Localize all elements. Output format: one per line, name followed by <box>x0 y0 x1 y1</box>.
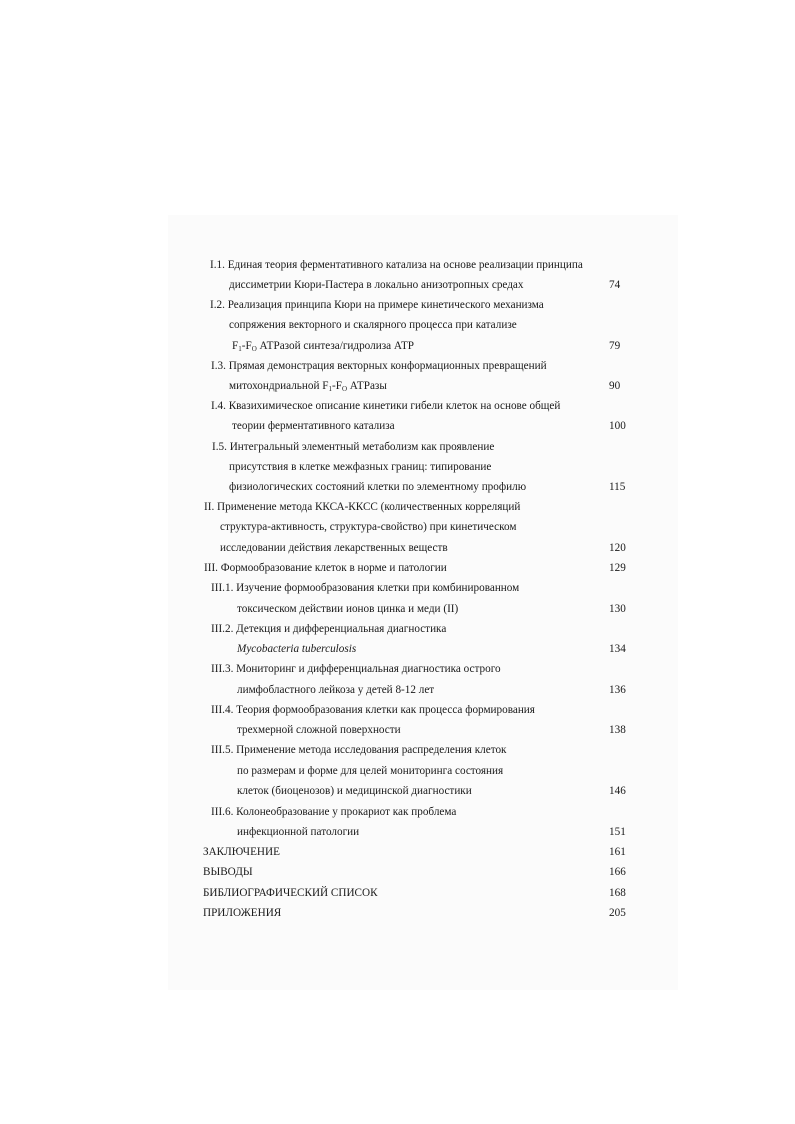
toc-entry-line: III. Формообразование клеток в норме и патологии <box>204 562 447 574</box>
toc-page-number: 134 <box>609 643 626 655</box>
toc-page-number: 151 <box>609 826 626 838</box>
formula-text: F <box>232 340 239 352</box>
toc-entry-line: исследовании действия лекарственных веществ <box>220 542 448 554</box>
toc-entry-line: I.1. Единая теория ферментативного катализа на основе реализации принципа <box>210 259 583 271</box>
formula-subscript: 1 <box>328 385 332 393</box>
formula-text: -F <box>331 380 342 392</box>
toc-entry-line: сопряжения векторного и скалярного процесса при катализе <box>229 319 517 331</box>
toc-page-number: 168 <box>609 887 626 899</box>
toc-page-number: 166 <box>609 866 626 878</box>
toc-entry-line: диссиметрии Кюри-Пастера в локально анизотропных средах <box>229 279 524 291</box>
formula-subscript: 1 <box>238 345 242 353</box>
formula-subscript: O <box>341 385 347 393</box>
toc-entry-line: I.5. Интегральный элементный метаболизм как проявление <box>212 441 495 453</box>
toc-entry-line: БИБЛИОГРАФИЧЕСКИЙ СПИСОК <box>203 887 378 899</box>
toc-page-number: 74 <box>609 279 621 291</box>
toc-page-number: 130 <box>609 603 626 615</box>
formula-text: митохондриальной F <box>229 380 329 392</box>
toc-entry-line: III.3. Мониторинг и дифференциальная диагностика острого <box>211 663 501 675</box>
toc-entry-line: физиологических состояний клетки по элементному профилю <box>229 481 527 493</box>
toc-page-number: 100 <box>609 420 626 432</box>
toc-entry-line: III.4. Теория формообразования клетки как процесса формирования <box>211 704 535 716</box>
toc-entry-line: ПРИЛОЖЕНИЯ <box>203 907 282 919</box>
toc-entry-line: I.2. Реализация принципа Кюри на примере кинетического механизма <box>210 299 544 311</box>
toc-entry-line: ВЫВОДЫ <box>203 866 253 878</box>
toc-page-number: 115 <box>609 481 626 493</box>
toc-entry-line: клеток (биоценозов) и медицинской диагностики <box>237 785 472 797</box>
toc-entry-line: токсическом действии ионов цинка и меди (II) <box>237 603 459 615</box>
toc-entry-line: III.2. Детекция и дифференциальная диагностика <box>211 623 447 635</box>
toc-entry-line: I.3. Прямая демонстрация векторных конформационных превращений <box>211 360 547 372</box>
toc-page-number: 146 <box>609 785 626 797</box>
formula-text: АТРазой синтеза/гидролиза АТР <box>256 340 415 352</box>
toc-page-number: 138 <box>609 724 626 736</box>
toc-entry-line: теории ферментативного катализа <box>232 420 395 432</box>
toc-entry-line: III.1. Изучение формообразования клетки при комбинированном <box>211 582 520 594</box>
toc-page-number: 129 <box>609 562 626 574</box>
toc-entry-line: I.4. Квазихимическое описание кинетики гибели клеток на основе общей <box>211 400 561 412</box>
toc-entry-line: структура-активность, структура-свойство) при кинетическом <box>220 521 517 533</box>
formula-text: -F <box>241 340 252 352</box>
formula-text: АТРазы <box>347 380 387 392</box>
toc-entry-line: III.6. Колонеобразование у прокариот как проблема <box>211 806 457 818</box>
toc-entry-line: инфекционной патологии <box>237 826 360 838</box>
toc-page-number: 79 <box>609 340 621 352</box>
toc-page-number: 120 <box>609 542 626 554</box>
toc-entry-formula-line <box>229 379 387 393</box>
toc-entry-line: трехмерной сложной поверхности <box>237 724 401 736</box>
toc-entry-line: присутствия в клетке межфазных границ: типирование <box>229 461 492 473</box>
toc-entry-line: по размерам и форме для целей мониторинга состояния <box>237 765 504 777</box>
toc-entry-formula-line <box>232 339 414 353</box>
toc-page-number: 136 <box>609 684 626 696</box>
italic-species-name: Mycobacteria tuberculosis <box>237 643 357 655</box>
toc-page-number: 90 <box>609 380 621 392</box>
toc-page-number: 161 <box>609 846 626 858</box>
toc-entry-line: ЗАКЛЮЧЕНИЕ <box>203 846 280 858</box>
toc-entry-line: лимфобластного лейкоза у детей 8-12 лет <box>237 684 435 696</box>
toc-page-number: 205 <box>609 907 626 919</box>
toc-entry-line: II. Применение метода ККСА-ККСС (количественных корреляций <box>204 501 521 513</box>
toc-entry-line: III.5. Применение метода исследования распределения клеток <box>211 744 507 756</box>
toc-entry-line <box>237 642 356 656</box>
formula-subscript: O <box>251 345 257 353</box>
